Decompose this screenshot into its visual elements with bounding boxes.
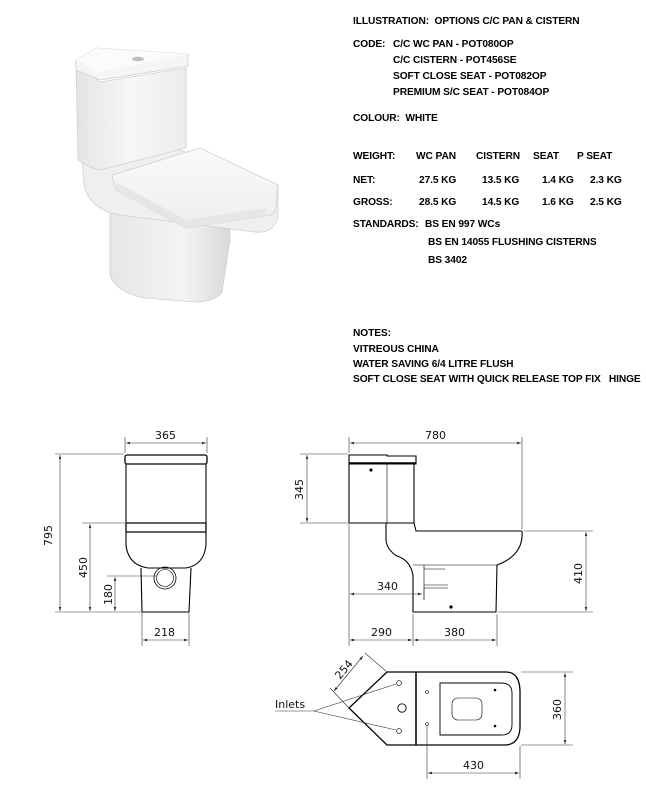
code-item-pan: C/C WC PAN - POT080OP (393, 39, 514, 50)
weight-col-p-seat: P SEAT (577, 151, 613, 162)
dim-cistern-diagonal: 254 (332, 657, 356, 682)
dim-height-pan: 410 (572, 563, 585, 584)
weight-col-wc-pan: WC PAN (416, 151, 456, 162)
dim-height-cistern: 345 (293, 479, 306, 500)
weight-cell: 1.4 KG (542, 175, 574, 186)
illustration-value: OPTIONS C/C PAN & CISTERN (434, 16, 580, 27)
dim-height-total: 795 (42, 525, 55, 546)
code-item-soft-close-seat: SOFT CLOSE SEAT - POT082OP (393, 71, 547, 82)
plan-view-drawing (349, 672, 520, 745)
front-dimensions (55, 437, 207, 646)
front-dimension-labels (42, 429, 176, 639)
dim-width-base: 218 (154, 626, 175, 639)
weight-cell: 2.5 KG (590, 197, 622, 208)
notes-label: NOTES: (353, 328, 391, 339)
dim-height-seat: 450 (77, 557, 90, 578)
side-elevation-drawing (349, 455, 522, 612)
standards-item: BS 3402 (428, 255, 467, 266)
weight-col-cistern: CISTERN (476, 151, 521, 162)
dim-height-outlet: 180 (102, 584, 115, 605)
dim-outlet-offset: 340 (377, 580, 398, 593)
notes-item: SOFT CLOSE SEAT WITH QUICK RELEASE TOP FIX HINGE (353, 374, 641, 385)
dim-plan-width: 360 (551, 699, 564, 720)
dim-base-back: 290 (371, 626, 392, 639)
standards-item: BS EN 14055 FLUSHING CISTERNS (428, 237, 597, 248)
notes-item: VITREOUS CHINA (353, 344, 439, 355)
illustration-label: ILLUSTRATION: (353, 16, 430, 27)
weight-cell: 27.5 KG (419, 175, 457, 186)
weight-cell: 14.5 KG (482, 197, 520, 208)
front-elevation-drawing (125, 455, 207, 612)
dim-width-top: 365 (155, 429, 176, 442)
weight-cell: 1.6 KG (542, 197, 574, 208)
dim-length-total: 780 (425, 429, 446, 442)
weight-cell: 13.5 KG (482, 175, 520, 186)
side-dimension-labels (293, 429, 585, 639)
weight-label: WEIGHT: (353, 151, 396, 162)
weight-cell: 2.3 KG (590, 175, 622, 186)
weight-row-gross-label: GROSS: (353, 197, 393, 208)
code-item-premium-seat: PREMIUM S/C SEAT - POT084OP (393, 87, 550, 98)
dim-base-length: 380 (444, 626, 465, 639)
colour-value: WHITE (405, 113, 438, 124)
side-dimensions (300, 437, 593, 646)
dim-pan-length: 430 (463, 759, 484, 772)
weight-row-net-label: NET: (353, 175, 376, 186)
code-item-cistern: C/C CISTERN - POT456SE (393, 55, 517, 66)
colour-label: COLOUR: (353, 113, 400, 124)
standards-label: STANDARDS: (353, 219, 419, 230)
inlets-label: Inlets (275, 698, 306, 711)
weight-col-seat: SEAT (533, 151, 560, 162)
code-label: CODE: (353, 39, 386, 50)
weight-cell: 28.5 KG (419, 197, 457, 208)
notes-item: WATER SAVING 6/4 LITRE FLUSH (353, 359, 514, 370)
standards-item: BS EN 997 WCs (425, 219, 501, 230)
